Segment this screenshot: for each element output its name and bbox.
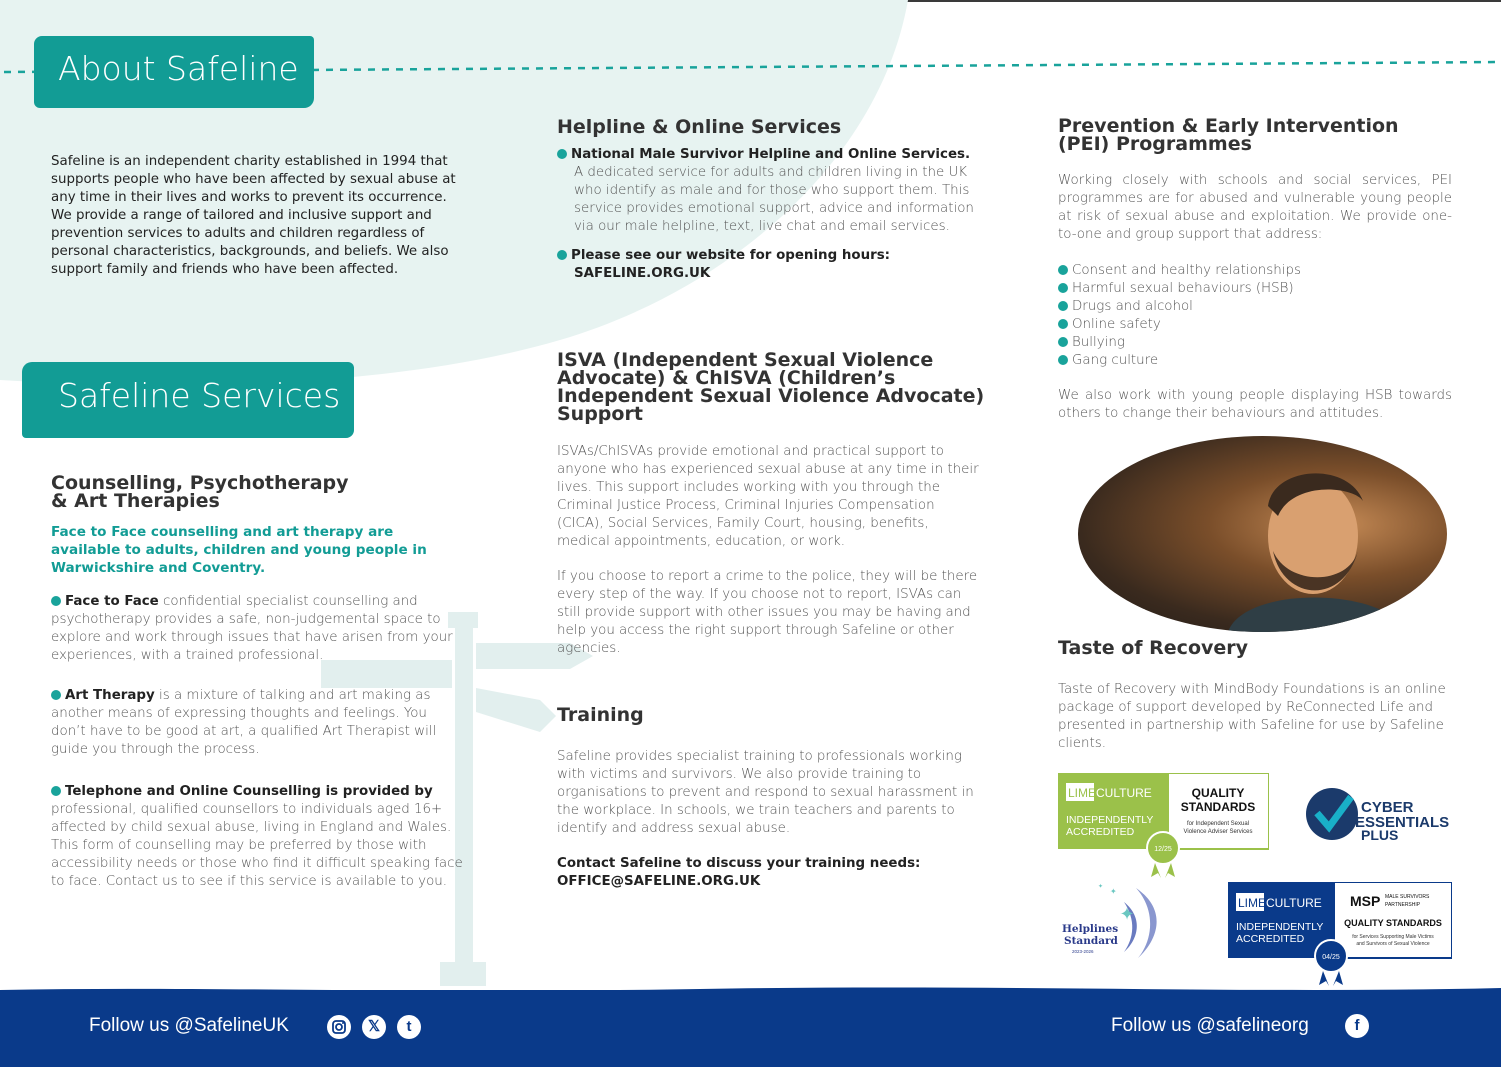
limeculture-msp-graphic — [1228, 882, 1452, 990]
footer-bar — [0, 990, 1501, 1067]
counselling-item: Face to Face confidential specialist counselling and psychotherapy provides a safe, non-judgemental space to explore and work through issues that have arisen from your experiences, with a trained professional. — [51, 594, 453, 663]
website-link[interactable]: SAFELINE.ORG.UK — [574, 266, 711, 281]
isva-para: ISVAs/ChISVAs provide emotional and practical support to anyone who has experienced sexual abuse at any time in their lives. This support includes working with you through the Criminal Justice Process, Criminal Injuries Compensation (CICA), Social Services, Family Court, housing, benefits, medical appointments, education, or work. — [557, 444, 979, 549]
limeculture-logo — [1058, 773, 1269, 878]
svg-text:INDEPENDENTLY: INDEPENDENTLY — [1236, 921, 1324, 933]
svg-text:QUALITY: QUALITY — [1191, 786, 1245, 800]
facebook-icon[interactable]: f — [1345, 1014, 1369, 1038]
list-item: Bullying — [1058, 334, 1452, 352]
bullet-icon — [1058, 301, 1068, 311]
about-banner: About Safeline — [34, 36, 314, 108]
footer-follow-right: Follow us @safelineorg — [1111, 1015, 1309, 1036]
list-item: Gang culture — [1058, 352, 1452, 370]
bullet-icon — [557, 250, 567, 260]
bullet-icon — [1058, 265, 1068, 275]
bullet-icon — [51, 690, 61, 700]
footer-wave — [0, 984, 1501, 996]
svg-text:CULTURE: CULTURE — [1096, 786, 1152, 800]
bullet-icon — [1058, 319, 1068, 329]
bullet-icon — [1058, 355, 1068, 365]
svg-text:Violence Adviser Services: Violence Adviser Services — [1183, 829, 1253, 835]
list-item: Consent and healthy relationships — [1058, 262, 1452, 280]
counselling-highlight: Face to Face counselling and art therapy are available to adults, children and young people in Warwickshire and Coventry. — [51, 524, 427, 576]
svg-text:✦: ✦ — [1098, 883, 1104, 890]
footer-follow-left: Follow us @SafelineUK — [89, 1015, 289, 1036]
svg-text:STANDARDS: STANDARDS — [1180, 800, 1256, 814]
svg-text:Helplines: Helplines — [1062, 923, 1119, 935]
svg-text:✦: ✦ — [1110, 887, 1117, 896]
isva-para: If you choose to report a crime to the police, they will be there every step of the way. If you choose not to report, ISVAs can still provide support with other issues you may be having and help you access the right support through Safeline or other agencies. — [557, 569, 978, 656]
svg-text:MSP: MSP — [1350, 893, 1381, 909]
svg-text:CULTURE: CULTURE — [1266, 896, 1322, 910]
bullet-icon — [1058, 283, 1068, 293]
limeculture-msp-logo — [1228, 882, 1452, 990]
svg-text:ESSENTIALS: ESSENTIALS — [1355, 814, 1450, 831]
recovery-heading: Taste of Recovery — [1058, 637, 1249, 659]
svg-text:MALE SURVIVORS: MALE SURVIVORS — [1385, 894, 1430, 900]
list-item: Online safety — [1058, 316, 1452, 334]
pei-outro: We also work with young people displaying HSB towards others to change their behaviours and attitudes. — [1058, 388, 1452, 421]
training-contact: Contact Safeline to discuss your training needs: OFFICE@SAFELINE.ORG.UK — [557, 855, 982, 891]
list-item: Harmful sexual behaviours (HSB) — [1058, 280, 1452, 298]
svg-text:PLUS: PLUS — [1361, 827, 1399, 843]
svg-text:PARTNERSHIP: PARTNERSHIP — [1385, 902, 1421, 908]
svg-text:04/25: 04/25 — [1322, 954, 1340, 961]
instagram-glyph — [327, 1015, 351, 1039]
tumblr-icon[interactable]: t — [397, 1015, 421, 1039]
helplines-standard-graphic — [1058, 880, 1170, 962]
counselling-heading: Counselling, Psychotherapy & Art Therapies — [51, 472, 349, 512]
helplines-standard-logo — [1058, 880, 1170, 962]
man-portrait-photo — [1078, 436, 1447, 632]
about-body: Safeline is an independent charity established in 1994 that supports people who have been affected by sexual abuse at any time in their lives and works to prevent its occurrence. We provide a range of tailored and inclusive support and prevention services to adults and children regardless of personal characteristics, backgrounds, and beliefs. We also support family and friends who have been affected. — [51, 154, 456, 277]
svg-text:CYBER: CYBER — [1361, 799, 1414, 816]
svg-text:for Services Supporting Male V: for Services Supporting Male Victims — [1352, 934, 1434, 940]
helpline-item: Please see our website for opening hours: SAFELINE.ORG.UK — [557, 247, 982, 283]
training-heading: Training — [557, 704, 644, 726]
svg-text:INDEPENDENTLY: INDEPENDENTLY — [1066, 814, 1154, 826]
pei-topic-list — [1058, 262, 1452, 370]
portrait-illustration — [1078, 436, 1447, 632]
pei-heading: Prevention & Early Intervention (PEI) Programmes — [1058, 115, 1399, 155]
svg-text:2023-2026: 2023-2026 — [1072, 949, 1094, 954]
counselling-item: Art Therapy is a mixture of talking and art making as another means of expressing thoughts and feelings. You don’t have to be good at art, a qualified Art Therapist will guide you through the process. — [51, 688, 437, 757]
email-link[interactable]: OFFICE@SAFELINE.ORG.UK — [557, 874, 761, 889]
bullet-icon — [51, 596, 61, 606]
cyber-essentials-graphic — [1305, 785, 1455, 845]
training-body: Safeline provides specialist training to professionals working with victims and survivors. We also provide training to organisations to prevent and respond to sexual harassment in the workplace. In schools, we train teachers and parents to identify and address sexual abuse. — [557, 749, 974, 836]
x-twitter-icon[interactable]: 𝕏 — [362, 1015, 386, 1039]
list-item: Drugs and alcohol — [1058, 298, 1452, 316]
svg-text:QUALITY STANDARDS: QUALITY STANDARDS — [1344, 918, 1442, 928]
bullet-icon — [1058, 337, 1068, 347]
svg-text:✦: ✦ — [1119, 904, 1135, 925]
svg-text:12/25: 12/25 — [1154, 846, 1172, 853]
limeculture-graphic — [1058, 773, 1269, 878]
counselling-item: Telephone and Online Counselling is provided by professional, qualified counsellors to individuals aged 16+ affected by child sexual abuse, living in England and Wales. This form of counselling may be preferred by those with accessibility needs or those who find it difficult speaking face to face. Contact us to see if this service is available to you. — [51, 784, 463, 889]
svg-text:ACCREDITED: ACCREDITED — [1066, 826, 1135, 838]
isva-heading: ISVA (Independent Sexual Violence Advocate) & ChISVA (Children’s Independent Sexual Violence Advocate) Support — [557, 349, 985, 425]
instagram-icon[interactable] — [327, 1015, 351, 1039]
helpline-heading: Helpline & Online Services — [557, 116, 842, 138]
svg-text:LIME: LIME — [1068, 786, 1097, 800]
pei-intro: Working closely with schools and social services, PEI programmes are for abused and vulnerable young people at risk of sexual abuse and exploitation. We provide one-to-one and group support that address: — [1058, 173, 1452, 242]
services-banner: Safeline Services — [22, 362, 354, 438]
recovery-body: Taste of Recovery with MindBody Foundations is an online package of support developed by ReConnected Life and presented in partnership with Safeline for use by Safeline clients. — [1058, 682, 1446, 751]
bullet-icon — [51, 786, 61, 796]
bullet-icon — [557, 149, 567, 159]
svg-text:for Independent Sexual: for Independent Sexual — [1186, 821, 1250, 827]
helpline-item: National Male Survivor Helpline and Online Services. A dedicated service for adults and children living in the UK who identify as male and for those who support them. This service provides emotional support, advice and information via our male helpline, text, live chat and email services. — [557, 146, 982, 236]
svg-text:ACCREDITED: ACCREDITED — [1236, 933, 1305, 945]
svg-text:and Survivors of Sexual Violen: and Survivors of Sexual Violence — [1356, 941, 1430, 947]
svg-text:LIME: LIME — [1238, 896, 1267, 910]
svg-text:Standard: Standard — [1064, 935, 1118, 947]
cyber-essentials-logo — [1305, 785, 1455, 845]
